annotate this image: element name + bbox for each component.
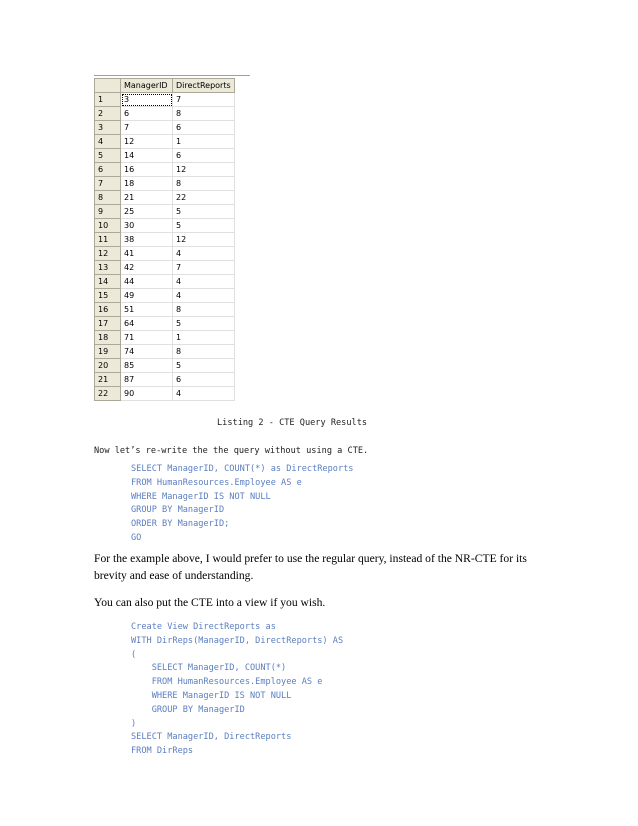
results-grid [94, 75, 250, 417]
cell-directreports[interactable]: 5 [173, 219, 235, 233]
table-row[interactable] [95, 233, 235, 247]
table-row[interactable] [95, 261, 235, 275]
cell-managerid[interactable]: 16 [121, 163, 173, 177]
row-number[interactable]: 13 [95, 261, 121, 275]
cell-managerid[interactable]: 25 [121, 205, 173, 219]
row-number[interactable]: 18 [95, 331, 121, 345]
cell-managerid[interactable]: 64 [121, 317, 173, 331]
row-number[interactable]: 10 [95, 219, 121, 233]
cell-managerid[interactable]: 71 [121, 331, 173, 345]
table-row[interactable] [95, 149, 235, 163]
grid-top-border [94, 75, 250, 76]
cell-managerid[interactable]: 90 [121, 387, 173, 401]
grid-body [95, 93, 235, 401]
cell-directreports[interactable]: 6 [173, 373, 235, 387]
cell-directreports[interactable]: 22 [173, 191, 235, 205]
cell-directreports[interactable]: 5 [173, 317, 235, 331]
cell-managerid[interactable]: 38 [121, 233, 173, 247]
table-row[interactable] [95, 359, 235, 373]
cell-directreports[interactable]: 8 [173, 107, 235, 121]
code-line: SELECT ManagerID, COUNT(*) [131, 663, 287, 674]
code-line: Create View DirectReports as [131, 622, 276, 632]
row-number[interactable]: 22 [95, 387, 121, 401]
cell-directreports[interactable]: 6 [173, 121, 235, 135]
paragraph-1: For the example above, I would prefer to use the regular query, instead of the NR-CTE for its brevity and ease of understanding. [94, 552, 527, 582]
code-line: ( [131, 649, 137, 660]
cell-directreports[interactable]: 8 [173, 303, 235, 317]
table-row[interactable] [95, 289, 235, 303]
cell-managerid[interactable]: 85 [121, 359, 173, 373]
cell-managerid[interactable]: 44 [121, 275, 173, 289]
cell-directreports[interactable]: 7 [173, 261, 235, 275]
cell-managerid[interactable]: 74 [121, 345, 173, 359]
code-line: SELECT ManagerID, DirectReports [131, 732, 292, 743]
code-line: ) [131, 718, 137, 729]
code-block-2 [131, 621, 343, 759]
cell-directreports[interactable]: 4 [173, 289, 235, 303]
column-header-managerid[interactable]: ManagerID [121, 79, 173, 93]
table-row[interactable] [95, 191, 235, 205]
table-row[interactable] [95, 345, 235, 359]
code-line: GROUP BY ManagerID [131, 704, 245, 715]
table-row[interactable] [95, 135, 235, 149]
row-number[interactable]: 12 [95, 247, 121, 261]
table-row[interactable] [95, 121, 235, 135]
row-number[interactable]: 16 [95, 303, 121, 317]
row-number[interactable]: 7 [95, 177, 121, 191]
row-number[interactable]: 4 [95, 135, 121, 149]
listing-caption: Listing 2 - CTE Query Results [217, 418, 368, 428]
header-row [95, 79, 235, 93]
row-number[interactable]: 19 [95, 345, 121, 359]
cell-directreports[interactable]: 12 [173, 163, 235, 177]
table-row[interactable] [95, 317, 235, 331]
cell-managerid[interactable]: 41 [121, 247, 173, 261]
cell-managerid[interactable]: 6 [121, 107, 173, 121]
row-number[interactable]: 8 [95, 191, 121, 205]
code-line: WHERE ManagerID IS NOT NULL [131, 491, 271, 502]
intro-line: Now let’s re-write the the query without using a CTE. [94, 446, 369, 456]
row-number[interactable]: 5 [95, 149, 121, 163]
cell-directreports[interactable]: 6 [173, 149, 235, 163]
table-row[interactable] [95, 93, 235, 107]
row-number[interactable]: 15 [95, 289, 121, 303]
table-row[interactable] [95, 275, 235, 289]
code-line: SELECT ManagerID, COUNT(*) as DirectReports [131, 464, 354, 474]
table-row[interactable] [95, 177, 235, 191]
table-row[interactable] [95, 163, 235, 177]
row-number[interactable]: 17 [95, 317, 121, 331]
row-number[interactable]: 21 [95, 373, 121, 387]
table-row[interactable] [95, 387, 235, 401]
row-number[interactable]: 1 [95, 93, 121, 107]
cell-managerid[interactable]: 21 [121, 191, 173, 205]
code-line: FROM HumanResources.Employee AS e [131, 477, 302, 488]
row-number[interactable]: 3 [95, 121, 121, 135]
cell-managerid[interactable]: 3 [121, 93, 173, 107]
cell-managerid[interactable]: 49 [121, 289, 173, 303]
table-row[interactable] [95, 331, 235, 345]
table-row[interactable] [95, 205, 235, 219]
cell-directreports[interactable]: 4 [173, 247, 235, 261]
cell-directreports[interactable]: 1 [173, 135, 235, 149]
cell-managerid[interactable]: 7 [121, 121, 173, 135]
cell-managerid[interactable]: 30 [121, 219, 173, 233]
code-line: ORDER BY ManagerID; [131, 519, 230, 530]
row-number[interactable]: 11 [95, 233, 121, 247]
code-block-1 [131, 463, 353, 546]
cell-directreports[interactable]: 4 [173, 387, 235, 401]
code-line: WITH DirReps(ManagerID, DirectReports) AS [131, 635, 344, 646]
code-line: FROM DirReps [131, 746, 194, 757]
cell-managerid[interactable]: 14 [121, 149, 173, 163]
table-row[interactable] [95, 303, 235, 317]
code-line: FROM HumanResources.Employee AS e [131, 677, 323, 688]
cell-managerid[interactable]: 51 [121, 303, 173, 317]
cell-directreports[interactable]: 5 [173, 359, 235, 373]
cell-managerid[interactable]: 18 [121, 177, 173, 191]
cell-managerid[interactable]: 12 [121, 135, 173, 149]
cell-directreports[interactable]: 8 [173, 345, 235, 359]
row-number[interactable]: 20 [95, 359, 121, 373]
cell-directreports[interactable]: 7 [173, 93, 235, 107]
cell-managerid[interactable]: 87 [121, 373, 173, 387]
cell-directreports[interactable]: 12 [173, 233, 235, 247]
code-line: WHERE ManagerID IS NOT NULL [131, 690, 292, 701]
paragraph-2: You can also put the CTE into a view if you wish. [94, 596, 326, 609]
corner-header[interactable] [95, 79, 121, 93]
cell-directreports[interactable]: 1 [173, 331, 235, 345]
table-row[interactable] [95, 373, 235, 387]
table-row[interactable] [95, 219, 235, 233]
cell-managerid[interactable]: 42 [121, 261, 173, 275]
cell-directreports[interactable]: 5 [173, 205, 235, 219]
row-number[interactable]: 6 [95, 163, 121, 177]
code-line: GROUP BY ManagerID [131, 505, 225, 516]
cell-directreports[interactable]: 8 [173, 177, 235, 191]
row-number[interactable]: 14 [95, 275, 121, 289]
table-row[interactable] [95, 247, 235, 261]
table-row[interactable] [95, 107, 235, 121]
row-number[interactable]: 2 [95, 107, 121, 121]
row-number[interactable]: 9 [95, 205, 121, 219]
code-line: GO [131, 532, 142, 543]
cell-directreports[interactable]: 4 [173, 275, 235, 289]
results-table [94, 78, 235, 401]
column-header-directreports[interactable]: DirectReports [173, 79, 235, 93]
